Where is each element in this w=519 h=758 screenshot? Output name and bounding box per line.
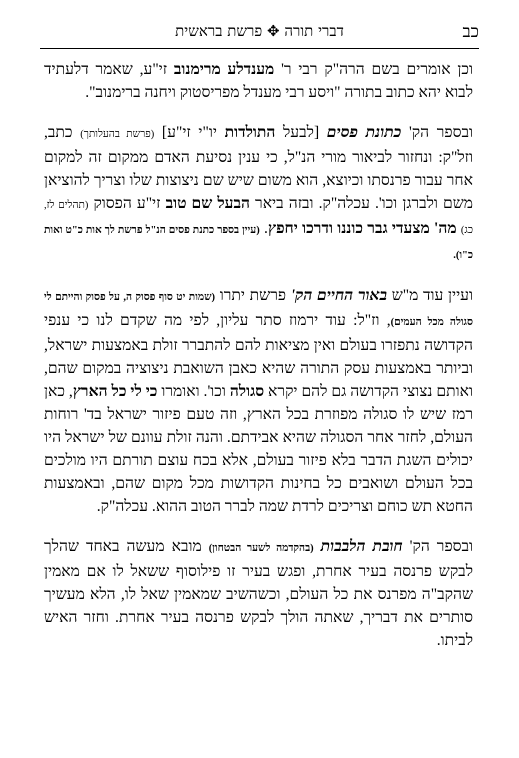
- header-rule: [40, 48, 479, 49]
- text-span: ובספר הק': [401, 124, 473, 141]
- text-span: וכו'. ואומרו: [157, 383, 230, 400]
- book-title: באור החיים הק': [290, 287, 388, 304]
- paragraph-rimanov: [44, 58, 473, 104]
- text-span: וכן אומרים בשם הרה"ק רבי ר': [274, 61, 473, 78]
- running-title: דברי תורה ✥ פרשת בראשית: [175, 22, 344, 40]
- text-span: כתב, וזל"ק: ונחזור לביאור מורי הנ"ל, כי ענין נסיעת האדם ממקום זה למקום אחר עבור פרנסתו וכיוצא, הוא משום שיש שם ניצוצות שלו וצריך להוציאן משם ולברגן וכו'. עכלה"ק. ובזה ביאר: [44, 124, 473, 212]
- source-reference: (תהלים לז, כג): [44, 200, 474, 236]
- running-header: [40, 22, 479, 44]
- text-span: , וז"ל: עוד ירמוז סתר עליון, לפי מה שקדם לנו כי ענפי הקדושה נתפזרו בעולם ואין מציאות להם להתברר זולת באמצעות ישראל, וביותר באמצעות עסק התורה שהיא כאבן השואבת ניצוציה במקום שהם, ואותם נצוצי הקדושה גם להם יקרא: [44, 312, 473, 400]
- source-reference: (שמות יט סוף פסוק ה, על פסוק והייתם לי סגולה מכל העמים): [44, 292, 473, 328]
- paragraph-or-hachaim: [44, 284, 473, 518]
- text-span: [לבעל: [275, 124, 327, 141]
- text-span: ועיין עוד מ"ש: [387, 287, 473, 304]
- word-bold: סגולה: [229, 383, 265, 400]
- page-number: כב: [462, 22, 479, 42]
- text-span: .: [259, 220, 268, 237]
- source-reference: (עיין בספר כתנת פסים הנ"ל פרשת לך אות כ"ט ואות כ"ו).: [44, 225, 473, 261]
- name-bold: מענדלע מרימנוב: [173, 61, 275, 78]
- text-span: זי"ע הפסוק: [88, 195, 166, 212]
- text-span: ובספר הק': [402, 538, 473, 555]
- source-reference: (פרשת בהעלותך): [80, 129, 155, 140]
- text-span: מובא מעשה באחד שהלך לבקש פרנסה בעיר אחרת, ופגש בעיר זו פילוסוף ששאל לו אם מאמין שהקב"ה מפרנס את כל העולם, וכשהשיב שמאמין שאל לו, הלא מעשיך סותרים את דבריך, שאתה הולך לבקש פרנסה בעיר אחרת. וחזר האיש לביתו.: [44, 538, 473, 649]
- book-title: כתונת פסים: [326, 124, 402, 141]
- paragraph-chovot-halevavot: [44, 535, 473, 652]
- book-title: חובת הלבבות: [320, 538, 403, 555]
- name-bold: התולדות: [224, 124, 276, 141]
- text-span: יו"י זי"ע]: [154, 124, 225, 141]
- text-span: , כאן רמז שיש לו סגולה מפוזרת בכל הארץ, וזה טעם פיזור ישראל בד' רוחות העולם, לחזר אחר הסגולה שהיא אבידתם. והנה זולת עוונם של ישראל היו יכולים השגת הדבר בלא פיזור בעולם, אלא בכח עוצם תורתם היו מולכים בכל העולם ושואבים כל בחינות הקדושות מכל מקום שהם, ובאמצעות החטא תש כוחם וצריכים לרדת שמה לברר הטוב ההוא. עכלה"ק.: [44, 383, 473, 515]
- name-bold: הבעל שם טוב: [165, 195, 250, 212]
- page-body: [44, 58, 473, 669]
- text-span: [314, 538, 321, 555]
- text-span: פרשת יתרו: [215, 287, 291, 304]
- verse-bold: כי לי כל הארץ: [72, 383, 158, 400]
- verse-bold: מה' מצעדי גבר כוננו ודרכו יחפץ: [267, 220, 457, 237]
- text-span: זי"ע, שאמר דלעתיד לבוא יהא כתוב בתורה "ויסע רבי מענדל מפריסטוק ויחנה ברימנוב".: [44, 61, 473, 101]
- source-reference: (בהקדמה לשער הבטחון): [208, 543, 314, 554]
- paragraph-ketonet-pasim: [44, 121, 473, 267]
